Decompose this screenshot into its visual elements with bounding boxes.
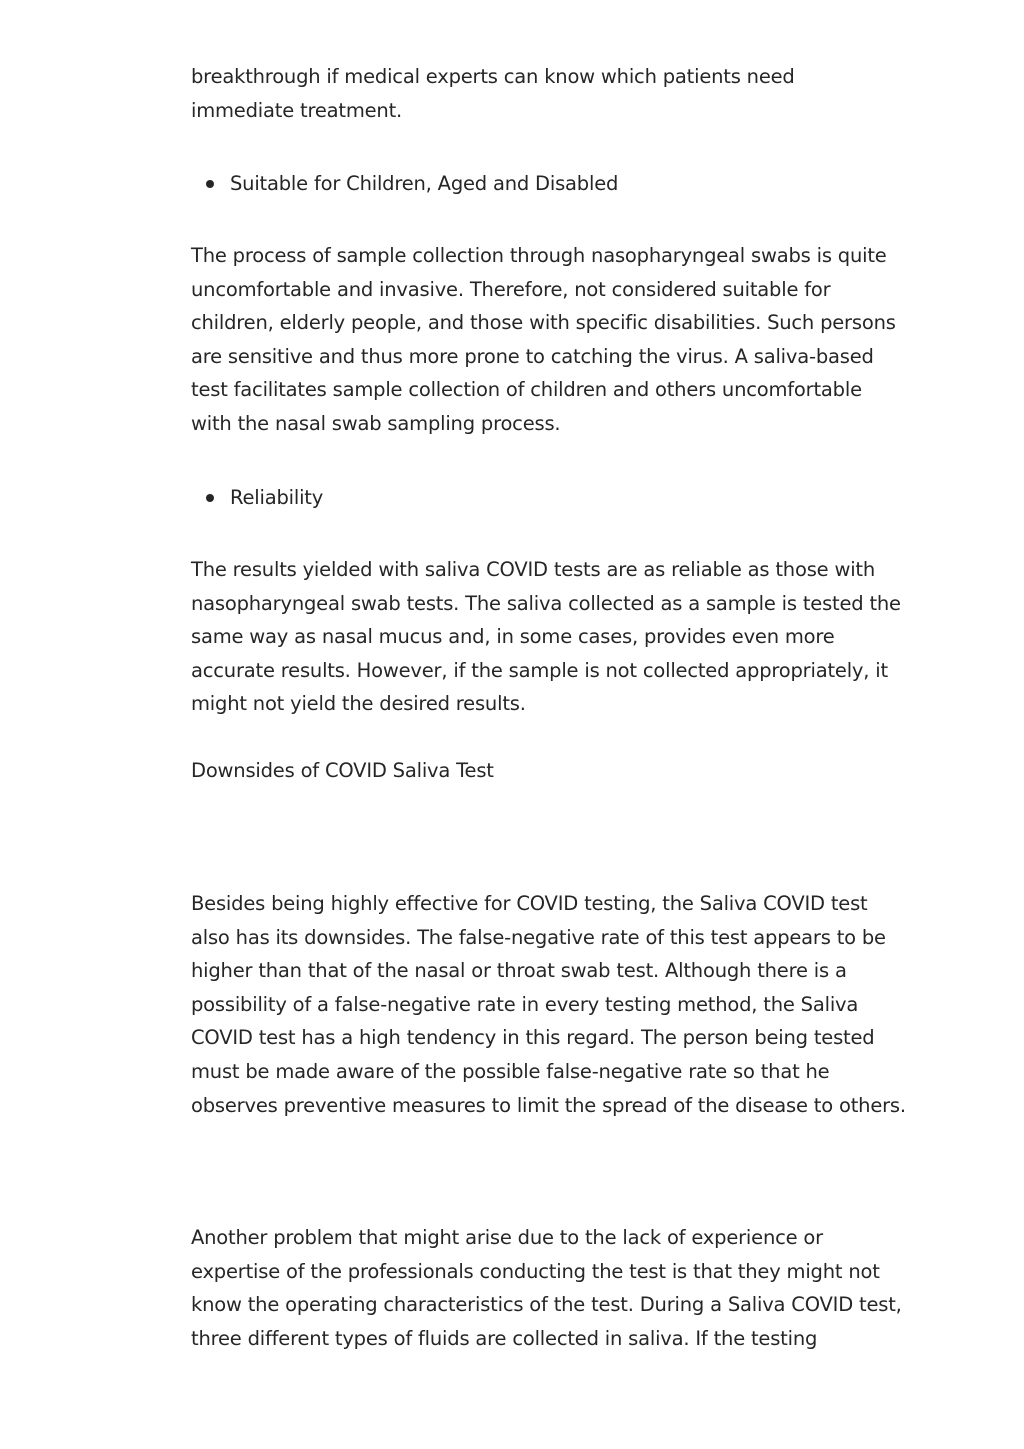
text-line: children, elderly people, and those with specific disabilities. Such persons bbox=[191, 311, 896, 335]
text-line: uncomfortable and invasive. Therefore, not considered suitable for bbox=[191, 277, 831, 301]
text-line: breakthrough if medical experts can know which patients need bbox=[191, 65, 795, 88]
text-line: The results yielded with saliva COVID tests are as reliable as those with bbox=[191, 558, 876, 581]
text-line: Besides being highly effective for COVID testing, the Saliva COVID test bbox=[191, 892, 868, 915]
text-line: also has its downsides. The false-negative rate of this test appears to be bbox=[191, 925, 886, 949]
text-line: three different types of fluids are collected in saliva. If the testing bbox=[191, 1326, 818, 1350]
paragraph-downsides bbox=[191, 887, 906, 1122]
text-line: test facilitates sample collection of children and others uncomfortable bbox=[191, 378, 862, 402]
text-line: must be made aware of the possible false-negative rate so that he bbox=[191, 1059, 830, 1083]
intro-paragraph bbox=[191, 60, 871, 127]
text-line: accurate results. However, if the sample is not collected appropriately, it bbox=[191, 658, 888, 682]
paragraph-expertise bbox=[191, 1221, 902, 1355]
text-line: higher than that of the nasal or throat swab test. Although there is a bbox=[191, 959, 847, 983]
text-line: nasopharyngeal swab tests. The saliva collected as a sample is tested the bbox=[191, 591, 901, 615]
bullet-dot-icon bbox=[206, 494, 214, 502]
text-line: observes preventive measures to limit the spread of the disease to others. bbox=[191, 1093, 906, 1117]
paragraph-suitability bbox=[191, 239, 896, 441]
text-line: The process of sample collection through nasopharyngeal swabs is quite bbox=[191, 244, 887, 267]
text-line: might not yield the desired results. bbox=[191, 692, 526, 716]
text-line: know the operating characteristics of the test. During a Saliva COVID test, bbox=[191, 1293, 902, 1317]
section-heading bbox=[191, 754, 871, 788]
text-line: are sensitive and thus more prone to catching the virus. A saliva-based bbox=[191, 344, 874, 368]
text-line: COVID test has a high tendency in this regard. The person being tested bbox=[191, 1026, 875, 1050]
text-line: Another problem that might arise due to the lack of experience or bbox=[191, 1226, 823, 1249]
text-line: with the nasal swab sampling process. bbox=[191, 411, 561, 435]
bullet-label: Suitable for Children, Aged and Disabled bbox=[230, 172, 619, 195]
bullet-label: Reliability bbox=[230, 486, 324, 509]
bullet-dot-icon bbox=[206, 180, 214, 188]
heading-text: Downsides of COVID Saliva Test bbox=[191, 759, 494, 782]
text-line: possibility of a false-negative rate in every testing method, the Saliva bbox=[191, 992, 859, 1016]
paragraph-reliability bbox=[191, 553, 901, 721]
text-line: same way as nasal mucus and, in some cases, provides even more bbox=[191, 625, 835, 649]
text-line: immediate treatment. bbox=[191, 98, 403, 122]
text-line: expertise of the professionals conducting the test is that they might not bbox=[191, 1259, 880, 1283]
